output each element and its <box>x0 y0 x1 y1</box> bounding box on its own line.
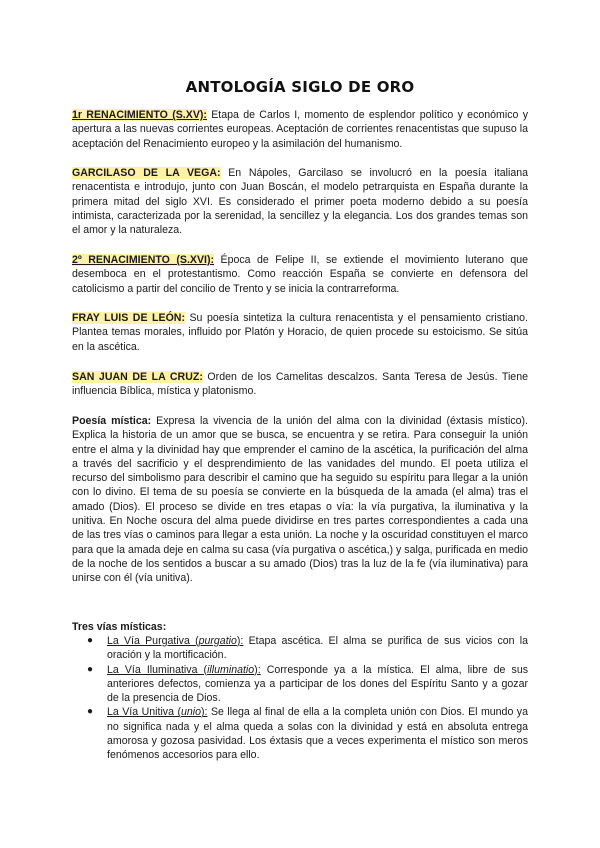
section-heading: Poesía mística: <box>72 415 152 427</box>
section-heading: 2º RENACIMIENTO (S.XVI): <box>72 254 215 266</box>
section-heading: FRAY LUIS DE LEÓN: <box>72 312 185 324</box>
page-title: ANTOLOGÍA SIGLO DE ORO <box>185 78 415 96</box>
section-1r-renacimiento <box>72 108 528 151</box>
list-item <box>72 663 528 706</box>
section-heading: SAN JUAN DE LA CRUZ: <box>72 371 203 383</box>
section-fray-luis <box>72 311 528 354</box>
section-garcilaso <box>72 166 528 237</box>
section-heading: GARCILASO DE LA VEGA: <box>72 167 221 179</box>
section-body: Expresa la vivencia de la unión del alma con la divinidad (éxtasis místico). Explica la historia de un amor que se busca, se encuentra y se retira. Para conseguir la unión entre el alma y la divinidad hay que emprender el camino de la ascética, la purificación del alma a través del sacrificio y el desprendimiento de las vanidades del mundo. El poeta utiliza el recurso del simbolismo para describir el camino que ha seguido su espíritu para llegar a la unión con lo divino. El tema de su poesía se convierte en la búsqueda de la amada (el alma) tras el amado (Dios). El proceso se divide en tres etapas o vía: la vía purgativa, la iluminativa y la unitiva. En Noche oscura del alma puede dividirse en tres partes correspondientes a cada una de las tres vías o caminos para llegar a esta unión. La noche y la oscuridad constituyen el marco para que la amada deje en calma su casa (vía purgativa o ascética,) y salga, purificada en medio de la noche de los sentidos a buscar a su amado (Dios) tras la luz de la fe (vía iluminativa) para unirse con él (vía unitiva). <box>72 415 528 585</box>
via-name: La Vía Iluminativa (illuminatio): <box>107 663 261 676</box>
bullet-icon: ● <box>87 635 94 646</box>
section-poesia-mistica <box>72 414 528 586</box>
section-2-renacimiento <box>72 253 528 296</box>
list-item <box>72 705 528 762</box>
bullet-icon: ● <box>87 663 94 675</box>
via-name: La Vía Purgativa (purgatio): <box>107 635 244 647</box>
via-text: Se llega al final de ella a la completa unión con Dios. El mundo ya no significa nada y el alma queda a solas con la divinidad y está en absoluta entrega amorosa y gozosa pasividad. Los éxtasis que a veces experimenta el místico son meros fenómenos accesorios para ello. <box>107 706 528 762</box>
vias-heading: Tres vías místicas: <box>72 621 167 633</box>
section-heading: 1r RENACIMIENTO (S.XV): <box>72 109 207 121</box>
section-body: Etapa de Carlos I, momento de esplendor político y económico y apertura a las nuevas corrientes europeas. Aceptación de corrientes renacentistas que supuso la aceptación del Renacimiento europeo y la asimilación del humanismo. <box>72 109 528 150</box>
section-body: Orden de los Camelitas descalzos. Santa Teresa de Jesús. Tiene influencia Bíblica, mística y platonismo. <box>72 371 528 398</box>
section-body: Su poesía sintetiza la cultura renacentista y el pensamiento cristiano. Plantea temas morales, influido por Platón y Horacio, de quien procede su estoicismo. Se sitúa en la ascética. <box>72 312 528 353</box>
bullet-icon: ● <box>87 706 94 718</box>
via-text: Etapa ascética. El alma se purifica de sus vicios con la oración y la mortificación. <box>107 635 529 662</box>
list-item <box>72 634 528 663</box>
via-text: Corresponde ya a la mística. El alma, libre de sus anteriores defectos, comienza ya a participar de los dones del Espíritu Santo y a gozar de la presencia de Dios. <box>107 663 529 705</box>
section-body: En Nápoles, Garcilaso se involucró en la poesía italiana renacentista e introdujo, junto con Juan Boscán, el modelo petrarquista en España durante la primera mitad del siglo XVI. Es considerado el primer poeta moderno debido a su poesía intimista, caracterizada por la serenidad, la sencillez y la elegancia. Los dos grandes temas son el amor y la naturaleza. <box>72 167 528 237</box>
via-name: La Vía Unitiva (unio): <box>107 706 208 719</box>
section-body: Época de Felipe II, se extiende el movimiento luterano que desemboca en el protestantismo. Como reacción España se convierte en defensora del catolicismo a partir del concilio de Trento y se inicia la contrarreforma. <box>72 254 529 295</box>
vias-list <box>72 634 528 763</box>
section-san-juan <box>72 370 528 399</box>
